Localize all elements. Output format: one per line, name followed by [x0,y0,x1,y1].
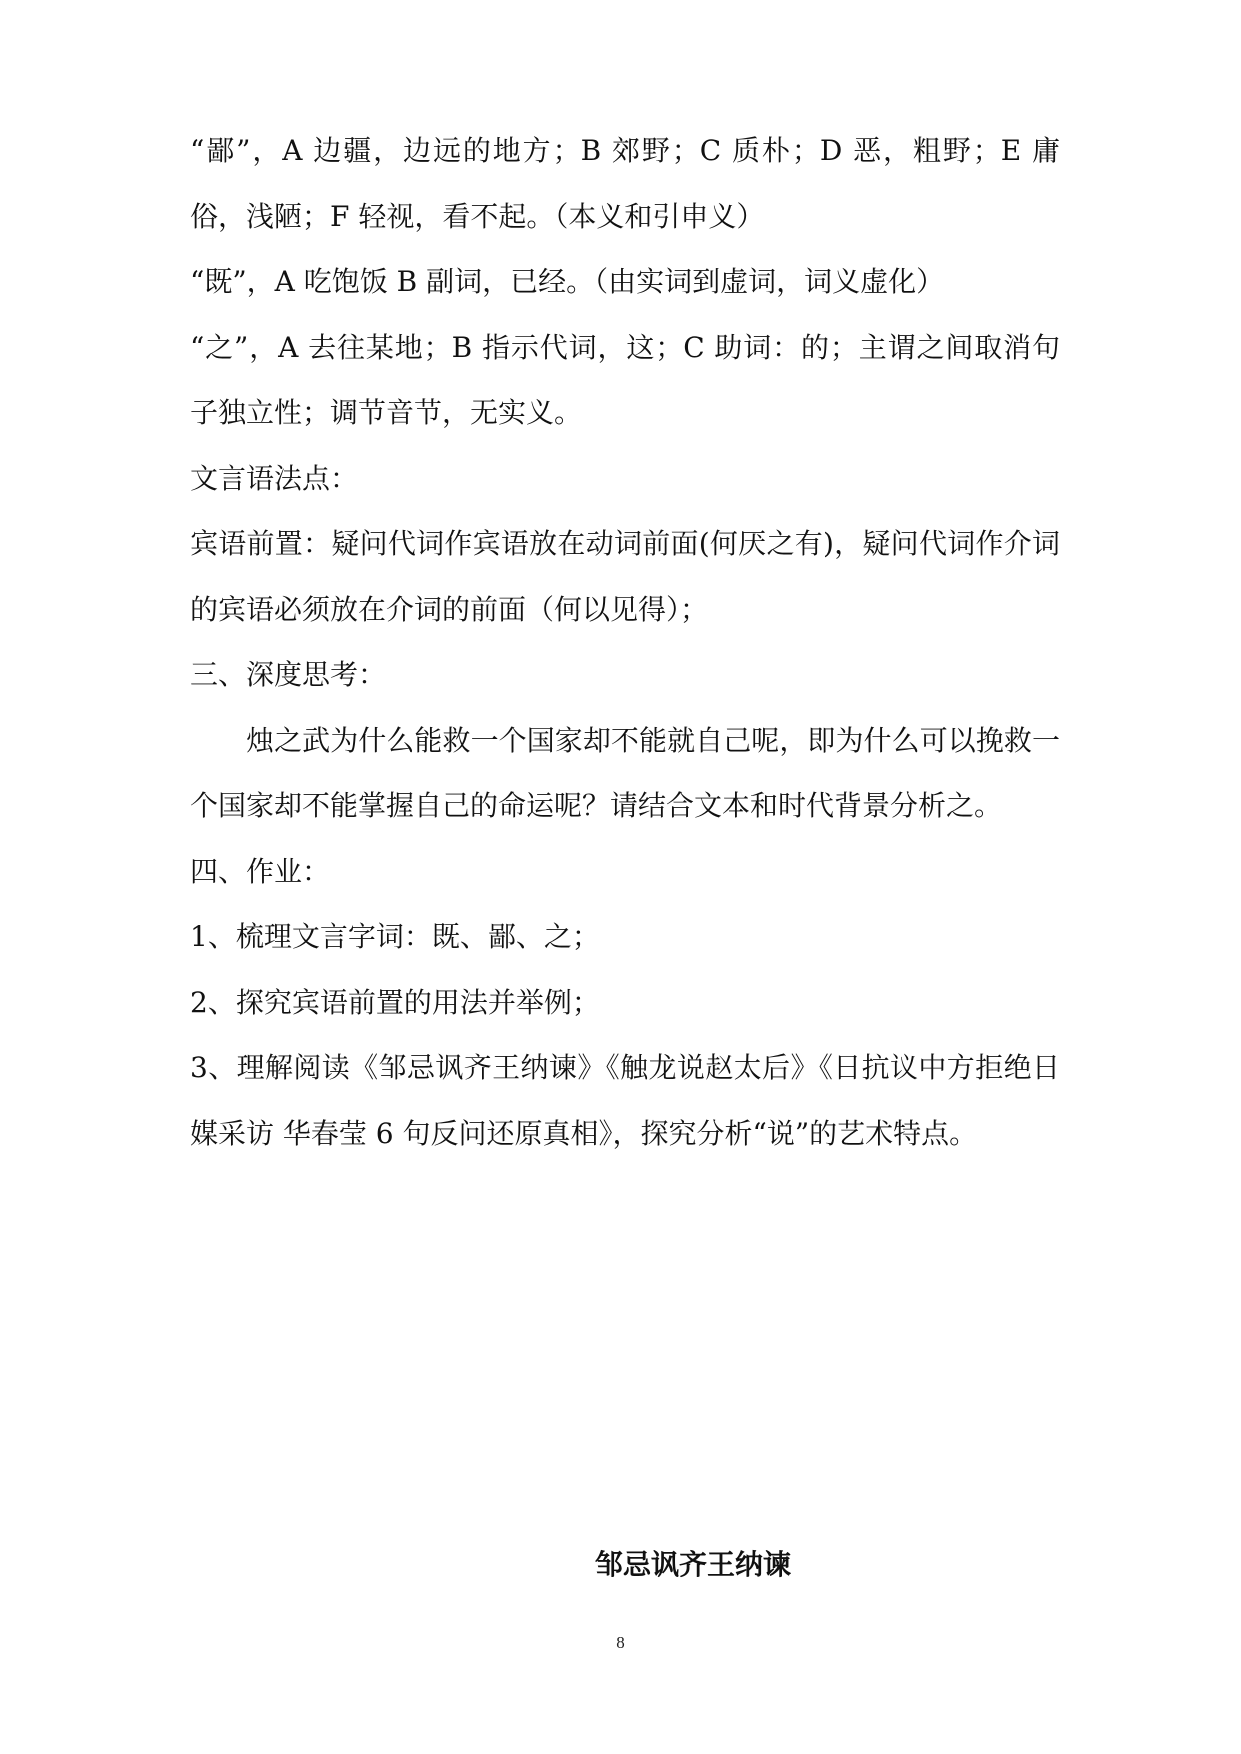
section-heading-homework: 四、作业： [190,854,331,888]
page-number: 8 [616,1633,625,1652]
paragraph-bi-definitions: “鄙”，A 边疆，边远的地方；B 郊野；C 质朴；D 恶，粗野；E 庸俗，浅陋；F 轻视，看不起。（本义和引申义） [190,134,1060,233]
paragraph-ji-definitions: “既”，A 吃饱饭 B 副词，已经。（由实词到虚词，词义虚化） [190,265,945,298]
homework-item-3: 3、理解阅读《邹忌讽齐王纳谏》《触龙说赵太后》《日抗议中方拒绝日媒采访 华春莹 6 句反问还原真相》，探究分析“说”的艺术特点。 [190,1051,1060,1150]
homework-item-2: 2、探究宾语前置的用法并举例； [190,985,600,1019]
next-text-title: 邹忌讽齐王纳谏 [595,1548,792,1581]
page-body [190,118,1060,1166]
homework-item-1: 1、梳理文言字词：既、鄙、之； [190,920,600,953]
grammar-heading: 文言语法点： [190,461,359,495]
paragraph-object-preposing: 宾语前置：疑问代词作宾语放在动词前面(何厌之有)，疑问代词作介词的宾语必须放在介词的前面（何以见得）； [190,527,1060,626]
paragraph-deep-thinking-question: 烛之武为什么能救一个国家却不能就自己呢，即为什么可以挽救一个国家却不能掌握自己的命运呢？请结合文本和时代背景分析之。 [190,723,1060,822]
paragraph-zhi-definitions: “之”，A 去往某地；B 指示代词，这；C 助词：的；主谓之间取消句子独立性；调节音节，无实义。 [190,330,1060,429]
section-heading-deep-thinking: 三、深度思考： [190,658,387,691]
